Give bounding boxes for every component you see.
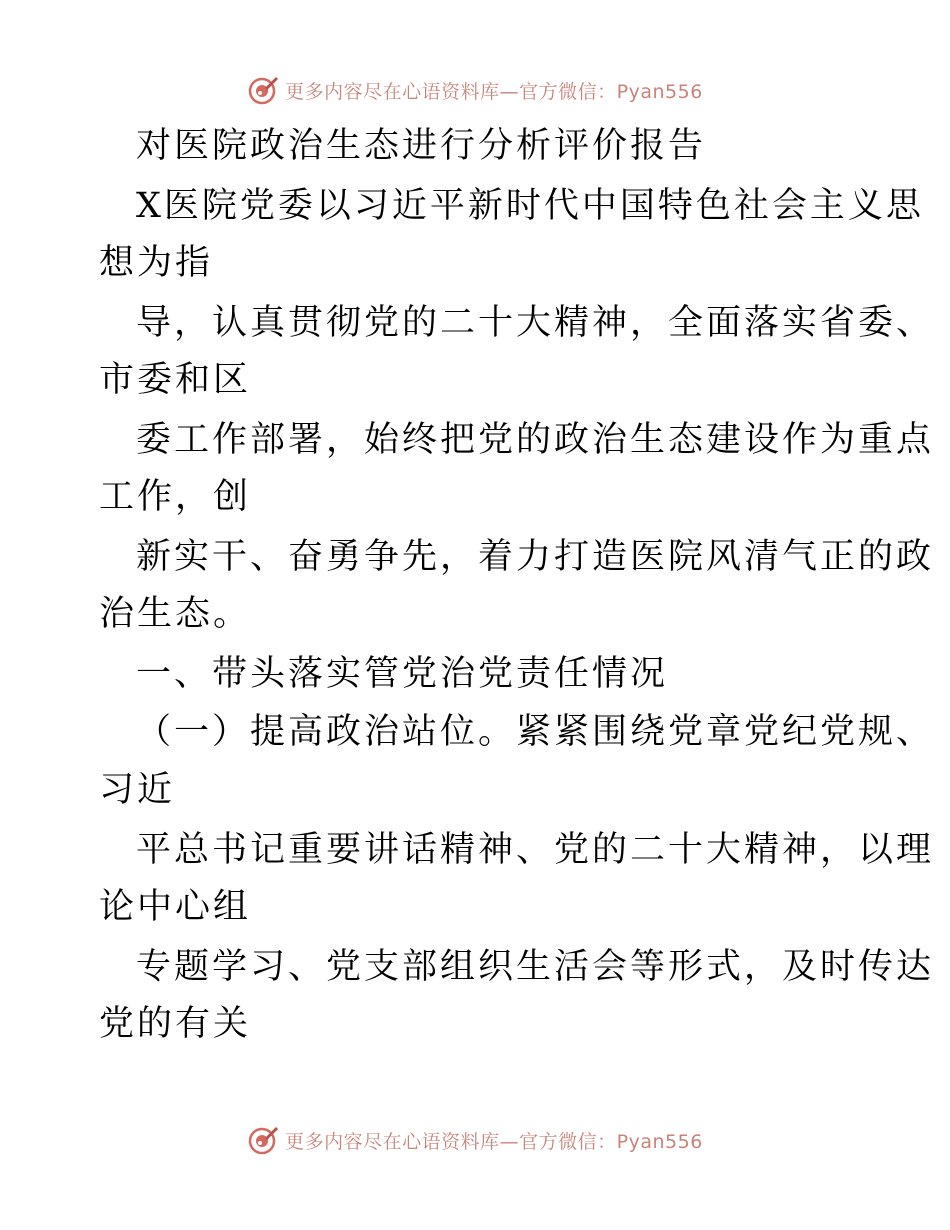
paragraph-line: 导，认真贯彻党的二十大精神，全面落实省委、 bbox=[136, 303, 935, 343]
paragraph-line: 专题学习、党支部组织生活会等形式，及时传达 bbox=[136, 947, 935, 987]
paragraph-line: 委工作部署，始终把党的政治生态建设作为重点 bbox=[136, 420, 935, 460]
paragraph-line: 市委和区 bbox=[99, 360, 252, 400]
paragraph-line: 工作，创 bbox=[99, 477, 252, 517]
watermark-text: 更多内容尽在心语资料库—官方微信：Pyan556 bbox=[285, 1130, 703, 1153]
document-title: 对医院政治生态进行分析评价报告 bbox=[136, 126, 707, 166]
paragraph-line: 平总书记重要讲话精神、党的二十大精神，以理 bbox=[136, 830, 935, 870]
paragraph-line: X医院党委以习近平新时代中国特色社会主义思 bbox=[136, 186, 924, 226]
subsection-line: （一）提高政治站位。紧紧围绕党章党纪党规、 bbox=[136, 712, 935, 752]
paragraph-line: 论中心组 bbox=[99, 887, 252, 927]
paragraph-line: 新实干、奋勇争先，着力打造医院风清气正的政 bbox=[136, 537, 935, 577]
pen-logo-icon bbox=[247, 74, 279, 106]
section-heading: 一、带头落实管党治党责任情况 bbox=[136, 654, 669, 694]
footer-watermark bbox=[0, 1122, 950, 1158]
paragraph-line: 党的有关 bbox=[99, 1004, 252, 1044]
header-watermark bbox=[0, 72, 950, 108]
paragraph-line: 治生态。 bbox=[99, 594, 252, 634]
pen-logo-icon bbox=[247, 1124, 279, 1156]
paragraph-line: 想为指 bbox=[99, 243, 214, 283]
paragraph-line: 习近 bbox=[99, 770, 176, 810]
watermark-text: 更多内容尽在心语资料库—官方微信：Pyan556 bbox=[285, 80, 703, 103]
